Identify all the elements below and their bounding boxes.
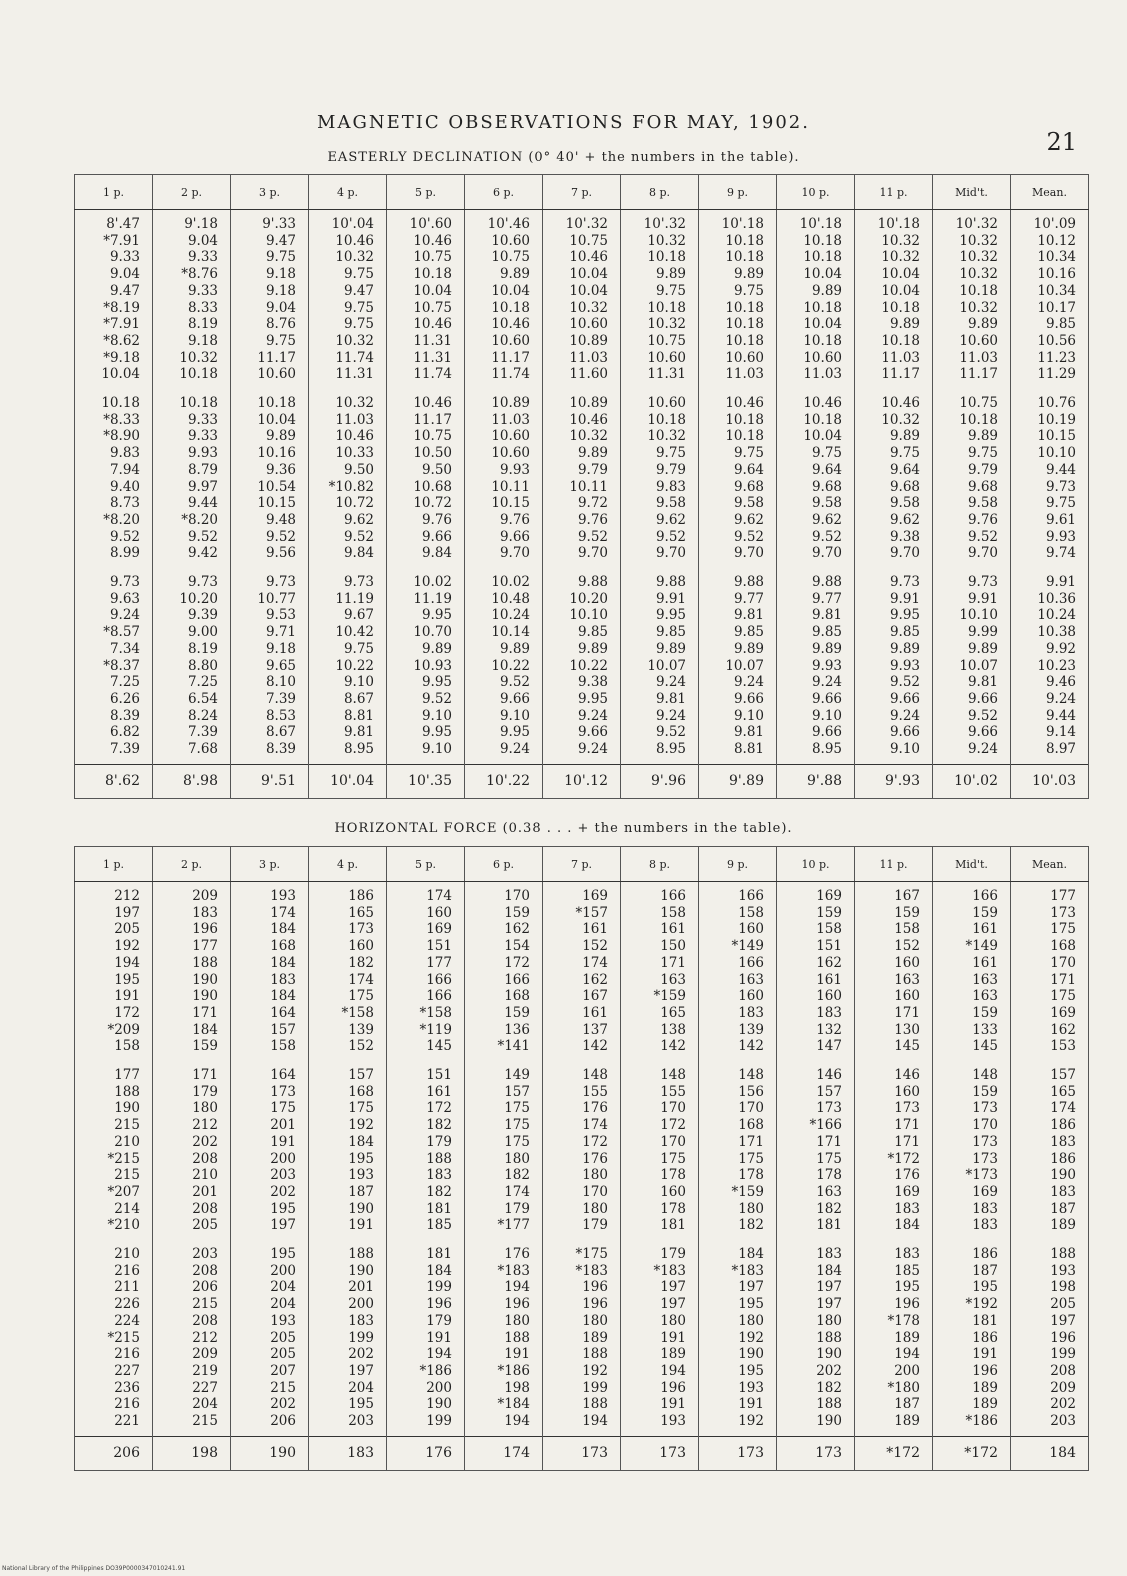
table-cell: 183 184 197 197 180 188 190 202 182 188 190	[777, 1240, 855, 1436]
column-header: Mean.	[1011, 175, 1089, 210]
table-cell: 9'.33 9.47 9.75 9.18 9.18 9.04 8.76 9.75 11.17 10.60	[231, 210, 309, 390]
table-cell: 210 216 211 226 224 *215 216 227 236 216 221	[75, 1240, 153, 1436]
table-cell: 9.73 10.20 9.39 9.00 8.19 8.80 7.25 6.54 8.24 7.39 7.68	[153, 568, 231, 764]
table-cell: *172	[855, 1436, 933, 1470]
column-header: 10 p.	[777, 847, 855, 882]
table-cell: 10'.32 10.75 10.46 10.04 10.04 10.32 10.60 10.89 11.03 11.60	[543, 210, 621, 390]
table-cell: 173	[543, 1436, 621, 1470]
column-header: 10 p.	[777, 175, 855, 210]
table-cell: 10.18 10.04 9.89 10.16 9.36 10.54 10.15 9.48 9.52 9.56	[231, 389, 309, 568]
table-cell: 9'.18 9.04 9.33 *8.76 9.33 8.33 8.19 9.18 10.32 10.18	[153, 210, 231, 390]
table-cell: 10.89 11.03 10.60 10.60 9.93 10.11 10.15 9.76 9.66 9.70	[465, 389, 543, 568]
table-cell: 10.46 10.18 10.04 9.75 9.64 9.68 9.58 9.62 9.52 9.70	[777, 389, 855, 568]
column-header: 6 p.	[465, 175, 543, 210]
column-header: 5 p.	[387, 847, 465, 882]
table-cell: 10'.09 10.12 10.34 10.16 10.34 10.17 9.85 10.56 11.23 11.29	[1011, 210, 1089, 390]
table-cell: 9'.96	[621, 764, 699, 798]
table-cell: 166 159 161 *149 161 163 163 159 133 145	[933, 882, 1011, 1062]
table-cell: 10.89 10.46 10.32 9.89 9.79 10.11 9.72 9.76 9.52 9.70	[543, 389, 621, 568]
table-cell: 10'.60 10.46 10.75 10.18 10.04 10.75 10.46 11.31 11.31 11.74	[387, 210, 465, 390]
table-cell: 181 184 199 196 179 191 194 *186 200 190 199	[387, 1240, 465, 1436]
table-cell: 10'.32 10.32 10.32 10.32 10.18 10.32 9.89 10.60 11.03 11.17	[933, 210, 1011, 390]
table-cell: 164 173 175 201 191 200 203 202 195 197	[231, 1061, 309, 1240]
table-cell: 148 155 176 174 172 176 180 170 180 179	[543, 1061, 621, 1240]
table-cell: 173	[621, 1436, 699, 1470]
table-cell: 166 158 160 *149 166 163 160 183 139 142	[699, 882, 777, 1062]
table-cell: 10.32 11.03 10.46 10.33 9.50 *10.82 10.72 9.62 9.52 9.84	[309, 389, 387, 568]
table-cell: 8'.62	[75, 764, 153, 798]
table-cell: 10'.04	[309, 764, 387, 798]
table-cell: 9.73 11.19 9.67 10.42 9.75 10.22 9.10 8.67 8.81 9.81 8.95	[309, 568, 387, 764]
column-header: 4 p.	[309, 175, 387, 210]
table-cell: 10'.35	[387, 764, 465, 798]
table-cell: 9.73 9.91 9.95 9.85 9.89 9.93 9.52 9.66 9.24 9.66 9.10	[855, 568, 933, 764]
table-cell: 174 160 169 151 177 166 166 *158 *119 145	[387, 882, 465, 1062]
table-cell: 10.46 10.32 9.89 9.75 9.64 9.68 9.58 9.62 9.38 9.70	[855, 389, 933, 568]
table-cell: 193 174 184 168 184 183 184 164 157 158	[231, 882, 309, 1062]
table-cell: 9.73 9.63 9.24 *8.57 7.34 *8.37 7.25 6.26 8.39 6.82 7.39	[75, 568, 153, 764]
table-cell: *175 *183 196 196 180 189 188 192 199 188 194	[543, 1240, 621, 1436]
column-header: 1 p.	[75, 175, 153, 210]
table-cell: 10'.18 10.32 10.32 10.04 10.04 10.18 9.89 10.18 11.03 11.17	[855, 210, 933, 390]
table-cell: 10.02 10.48 10.24 10.14 9.89 10.22 9.52 9.66 9.10 9.95 9.24	[465, 568, 543, 764]
column-header: 3 p.	[231, 175, 309, 210]
table-cell: 9'.93	[855, 764, 933, 798]
table-cell: 206	[75, 1436, 153, 1470]
column-header: Mean.	[1011, 847, 1089, 882]
table-row-mean	[75, 1436, 1089, 1470]
column-header: 9 p.	[699, 175, 777, 210]
table-cell: 9.91 10.36 10.24 10.38 9.92 10.23 9.46 9.24 9.44 9.14 8.97	[1011, 568, 1089, 764]
table-cell: *172	[933, 1436, 1011, 1470]
table-cell: 157 165 174 186 183 186 190 183 187 189	[1011, 1061, 1089, 1240]
table-cell: 151 161 172 182 179 188 183 182 181 185	[387, 1061, 465, 1240]
table-cell: 10'.04 10.46 10.32 9.75 9.47 9.75 9.75 10.32 11.74 11.31	[309, 210, 387, 390]
column-header: 2 p.	[153, 847, 231, 882]
table-cell: 195 200 204 204 193 205 205 207 215 202 206	[231, 1240, 309, 1436]
table-cell: 184	[1011, 1436, 1089, 1470]
column-header: Mid't.	[933, 175, 1011, 210]
table-cell: 8'.47 *7.91 9.33 9.04 9.47 *8.19 *7.91 *8.62 *9.18 10.04	[75, 210, 153, 390]
table-cell: 148 156 170 168 171 175 178 *159 180 182	[699, 1061, 777, 1240]
table-cell: 212 197 205 192 194 195 191 172 *209 158	[75, 882, 153, 1062]
table-row-mean	[75, 764, 1089, 798]
column-header: 4 p.	[309, 847, 387, 882]
table-cell: 146 157 173 *166 171 175 178 163 182 181	[777, 1061, 855, 1240]
table-cell: 157 168 175 192 184 195 193 187 190 191	[309, 1061, 387, 1240]
table-cell: 188 193 198 205 197 196 199 208 209 202 203	[1011, 1240, 1089, 1436]
table-cell: 10'.46 10.60 10.75 9.89 10.04 10.18 10.46 10.60 11.17 11.74	[465, 210, 543, 390]
page-title: MAGNETIC OBSERVATIONS FOR MAY, 1902.	[317, 112, 810, 133]
table-cell: 10'.03	[1011, 764, 1089, 798]
table-cell: 186 187 195 *192 181 186 191 196 189 189 *186	[933, 1240, 1011, 1436]
column-header: 2 p.	[153, 175, 231, 210]
column-header: 5 p.	[387, 175, 465, 210]
table-cell: 184 *183 197 195 180 192 190 195 193 191 192	[699, 1240, 777, 1436]
table-row-block	[75, 1240, 1089, 1436]
table-cell: 167 159 158 152 160 163 160 171 130 145	[855, 882, 933, 1062]
column-header: 7 p.	[543, 175, 621, 210]
table-cell: 174	[465, 1436, 543, 1470]
table-cell: 9.73 10.77 9.53 9.71 9.18 9.65 8.10 7.39 8.53 8.67 8.39	[231, 568, 309, 764]
column-header: 8 p.	[621, 175, 699, 210]
horizontal-force-caption: HORIZONTAL FORCE (0.38 . . . + the numbers in the table).	[334, 821, 793, 836]
column-header: 11 p.	[855, 847, 933, 882]
table-cell: 173	[777, 1436, 855, 1470]
table-cell: 10'.18 10.18 10.18 9.89 9.75 10.18 10.18 10.18 10.60 11.03	[699, 210, 777, 390]
table-cell: 179 *183 197 197 180 191 189 194 196 191 193	[621, 1240, 699, 1436]
table-cell: 10.02 11.19 9.95 10.70 9.89 10.93 9.95 9.52 9.10 9.95 9.10	[387, 568, 465, 764]
table-row-block	[75, 568, 1089, 764]
table-cell: 198	[153, 1436, 231, 1470]
column-header: 11 p.	[855, 175, 933, 210]
table-cell: 188 190 201 200 183 199 202 197 204 195 203	[309, 1240, 387, 1436]
table-cell: 176	[387, 1436, 465, 1470]
table-row-block	[75, 389, 1089, 568]
table-cell: 148 159 173 170 173 173 *173 169 183 183	[933, 1061, 1011, 1240]
table-cell: 146 160 173 171 171 *172 176 169 183 184	[855, 1061, 933, 1240]
table-cell: 173	[699, 1436, 777, 1470]
library-footer: National Library of the Philippines DO39P0000347010241.91	[2, 1565, 186, 1572]
table-row-block	[75, 210, 1089, 390]
column-header: 9 p.	[699, 847, 777, 882]
table-cell: 209 183 196 177 188 190 190 171 184 159	[153, 882, 231, 1062]
table-cell: 10'.22	[465, 764, 543, 798]
table-cell: 190	[231, 1436, 309, 1470]
table-cell: 9.88 9.91 9.95 9.85 9.89 10.07 9.24 9.81 9.24 9.52 8.95	[621, 568, 699, 764]
page-number: 21	[1046, 128, 1077, 156]
table-cell: 10'.18 10.18 10.18 10.04 9.89 10.18 10.04 10.18 10.60 11.03	[777, 210, 855, 390]
table-cell: 10.18 9.33 9.33 9.93 8.79 9.97 9.44 *8.20 9.52 9.42	[153, 389, 231, 568]
table-cell: 9'.51	[231, 764, 309, 798]
table-cell: 166 158 161 150 171 163 *159 165 138 142	[621, 882, 699, 1062]
table-cell: 10.76 10.19 10.15 10.10 9.44 9.73 9.75 9.61 9.93 9.74	[1011, 389, 1089, 568]
table-cell: 9.73 9.91 10.10 9.99 9.89 10.07 9.81 9.66 9.52 9.66 9.24	[933, 568, 1011, 764]
column-header: 7 p.	[543, 847, 621, 882]
table-cell: 9.88 9.77 9.81 9.85 9.89 9.93 9.24 9.66 9.10 9.66 8.95	[777, 568, 855, 764]
table-cell: 149 157 175 175 175 180 182 174 179 *177	[465, 1061, 543, 1240]
table-cell: 10.75 10.18 9.89 9.75 9.79 9.68 9.58 9.76 9.52 9.70	[933, 389, 1011, 568]
table-row-block	[75, 1061, 1089, 1240]
table-cell: 9'.88	[777, 764, 855, 798]
table-cell: 176 *183 194 196 180 188 191 *186 198 *184 194	[465, 1240, 543, 1436]
table-cell: 10.46 11.17 10.75 10.50 9.50 10.68 10.72 9.76 9.66 9.84	[387, 389, 465, 568]
table-cell: 171 179 180 212 202 208 210 201 208 205	[153, 1061, 231, 1240]
table-cell: 203 208 206 215 208 212 209 219 227 204 215	[153, 1240, 231, 1436]
table-cell: 9.88 9.77 9.81 9.85 9.89 10.07 9.24 9.66 9.10 9.81 8.81	[699, 568, 777, 764]
column-header: 3 p.	[231, 847, 309, 882]
table-cell: 10'.02	[933, 764, 1011, 798]
table-cell: 177 188 190 215 210 *215 215 *207 214 *210	[75, 1061, 153, 1240]
table-cell: 186 165 173 160 182 174 175 *158 139 152	[309, 882, 387, 1062]
declination-caption: EASTERLY DECLINATION (0° 40' + the numbers in the table).	[327, 150, 800, 165]
table-cell: 169 *157 161 152 174 162 167 161 137 142	[543, 882, 621, 1062]
table-cell: 183	[309, 1436, 387, 1470]
column-header: 6 p.	[465, 847, 543, 882]
column-header: Mid't.	[933, 847, 1011, 882]
table-cell: 10.60 10.18 10.32 9.75 9.79 9.83 9.58 9.62 9.52 9.70	[621, 389, 699, 568]
table-cell: 148 155 170 172 170 175 178 160 178 181	[621, 1061, 699, 1240]
table-cell: 10'.12	[543, 764, 621, 798]
table-cell: 10'.32 10.32 10.18 9.89 9.75 10.18 10.32 10.75 10.60 11.31	[621, 210, 699, 390]
table-cell: 9.88 10.20 10.10 9.85 9.89 10.22 9.38 9.95 9.24 9.66 9.24	[543, 568, 621, 764]
column-header: 8 p.	[621, 847, 699, 882]
declination-table	[74, 174, 1089, 799]
column-header: 1 p.	[75, 847, 153, 882]
table-cell: 10.46 10.18 10.18 9.75 9.64 9.68 9.58 9.62 9.52 9.70	[699, 389, 777, 568]
table-cell: 8'.98	[153, 764, 231, 798]
horizontal-force-table	[74, 846, 1089, 1471]
table-cell: 169 159 158 151 162 161 160 183 132 147	[777, 882, 855, 1062]
table-cell: 10.18 *8.33 *8.90 9.83 7.94 9.40 8.73 *8.20 9.52 8.99	[75, 389, 153, 568]
table-row-block	[75, 882, 1089, 1062]
table-cell: 9'.89	[699, 764, 777, 798]
table-cell: 183 185 195 196 *178 189 194 200 *180 187 189	[855, 1240, 933, 1436]
table-cell: 170 159 162 154 172 166 168 159 136 *141	[465, 882, 543, 1062]
table-cell: 177 173 175 168 170 171 175 169 162 153	[1011, 882, 1089, 1062]
